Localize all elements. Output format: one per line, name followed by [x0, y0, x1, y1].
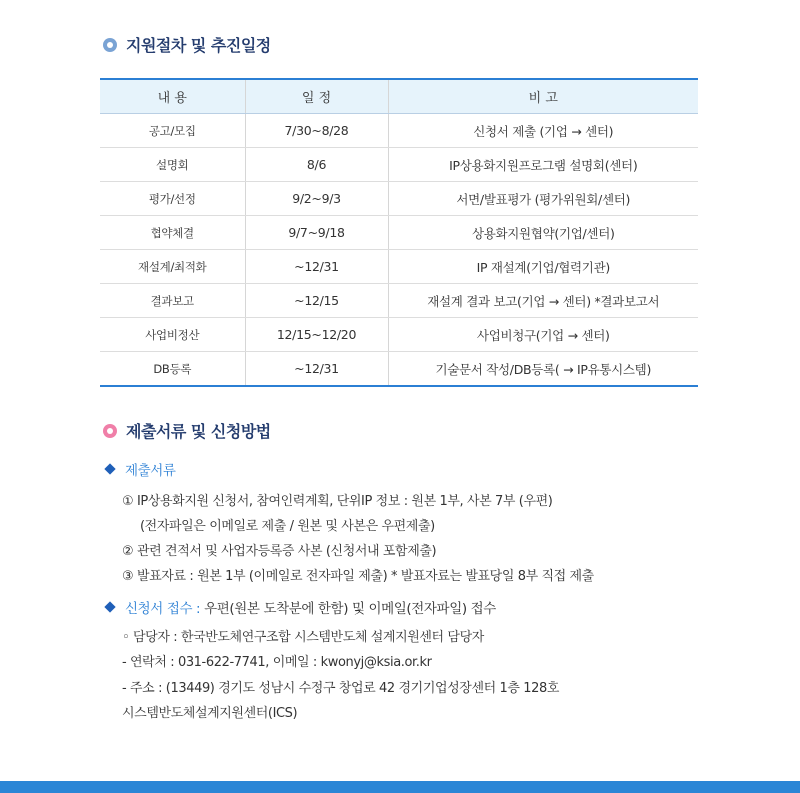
table-row: [100, 114, 698, 148]
section-title-text: 제출서류 및 신청방법: [126, 422, 271, 441]
table-cell: 신청서 제출 (기업 → 센터): [388, 114, 698, 148]
section-title-documents: [103, 419, 271, 442]
table-cell: 결과보고: [100, 284, 245, 318]
table-cell: IP 재설계(기업/협력기관): [388, 250, 698, 284]
table-cell: 서면/발표평가 (평가위원회/센터): [388, 182, 698, 216]
footer-bar: [0, 781, 800, 793]
table-cell: DB등록: [100, 352, 245, 387]
documents-heading-text: 제출서류: [125, 463, 176, 479]
table-row: [100, 284, 698, 318]
contact-phone-email: - 연락처 : 031-622-7741, 이메일 : kwonyj@ksia.or.kr: [122, 655, 432, 670]
table-cell: IP상용화지원프로그램 설명회(센터): [388, 148, 698, 182]
table-cell: 12/15~12/20: [245, 318, 388, 352]
table-cell: ~12/15: [245, 284, 388, 318]
circle-bullet-icon: [103, 38, 117, 52]
application-heading: [105, 597, 496, 617]
table-row: [100, 182, 698, 216]
table-cell: 재설계/최적화: [100, 250, 245, 284]
documents-heading: [105, 459, 176, 479]
diamond-bullet-icon: [104, 601, 115, 612]
document-item: ③ 발표자료 : 원본 1부 (이메일로 전자파일 제출) * 발표자료는 발표당일 8부 직접 제출: [122, 569, 594, 584]
table-cell: 7/30~8/28: [245, 114, 388, 148]
table-cell: ~12/31: [245, 352, 388, 387]
application-method: 우편(원본 도착분에 한함) 및 이메일(전자파일) 접수: [204, 601, 496, 617]
table-cell: ~12/31: [245, 250, 388, 284]
table-cell: 기술문서 작성/DB등록( → IP유통시스템): [388, 352, 698, 387]
column-header: 비 고: [388, 79, 698, 114]
circle-bullet-icon: [103, 424, 117, 438]
table-cell: 협약체결: [100, 216, 245, 250]
column-header: 내 용: [100, 79, 245, 114]
column-header: 일 정: [245, 79, 388, 114]
table-header-row: [100, 79, 698, 114]
contact-org-name: 시스템반도체설계지원센터(ICS): [122, 706, 298, 721]
table-row: [100, 250, 698, 284]
document-item: ② 관련 견적서 및 사업자등록증 사본 (신청서내 포함제출): [122, 544, 437, 559]
table-cell: 9/7~9/18: [245, 216, 388, 250]
table-cell: 설명회: [100, 148, 245, 182]
table-cell: 재설계 결과 보고(기업 → 센터) *결과보고서: [388, 284, 698, 318]
section-title-text: 지원절차 및 추진일정: [126, 36, 271, 55]
table-cell: 사업비청구(기업 → 센터): [388, 318, 698, 352]
table-cell: 평가/선정: [100, 182, 245, 216]
document-item: ① IP상용화지원 신청서, 참여인력계획, 단위IP 정보 : 원본 1부, 사본 7부 (우편): [122, 494, 553, 509]
table-cell: 공고/모집: [100, 114, 245, 148]
table-row: [100, 352, 698, 387]
section-title-schedule: [103, 33, 271, 56]
table-row: [100, 216, 698, 250]
application-heading-text: 신청서 접수 :: [125, 601, 201, 617]
document-item-note: (전자파일은 이메일로 제출 / 원본 및 사본은 우편제출): [140, 519, 435, 534]
table-cell: 8/6: [245, 148, 388, 182]
diamond-bullet-icon: [104, 463, 115, 474]
table-cell: 사업비정산: [100, 318, 245, 352]
schedule-table: [100, 78, 698, 387]
contact-address: - 주소 : (13449) 경기도 성남시 수정구 창업로 42 경기기업성장센터 1층 128호: [122, 681, 560, 696]
table-cell: 상용화지원협약(기업/센터): [388, 216, 698, 250]
table-cell: 9/2~9/3: [245, 182, 388, 216]
contact-person: ◦ 담당자 : 한국반도체연구조합 시스템반도체 설계지원센터 담당자: [122, 630, 484, 645]
table-row: [100, 318, 698, 352]
table-row: [100, 148, 698, 182]
